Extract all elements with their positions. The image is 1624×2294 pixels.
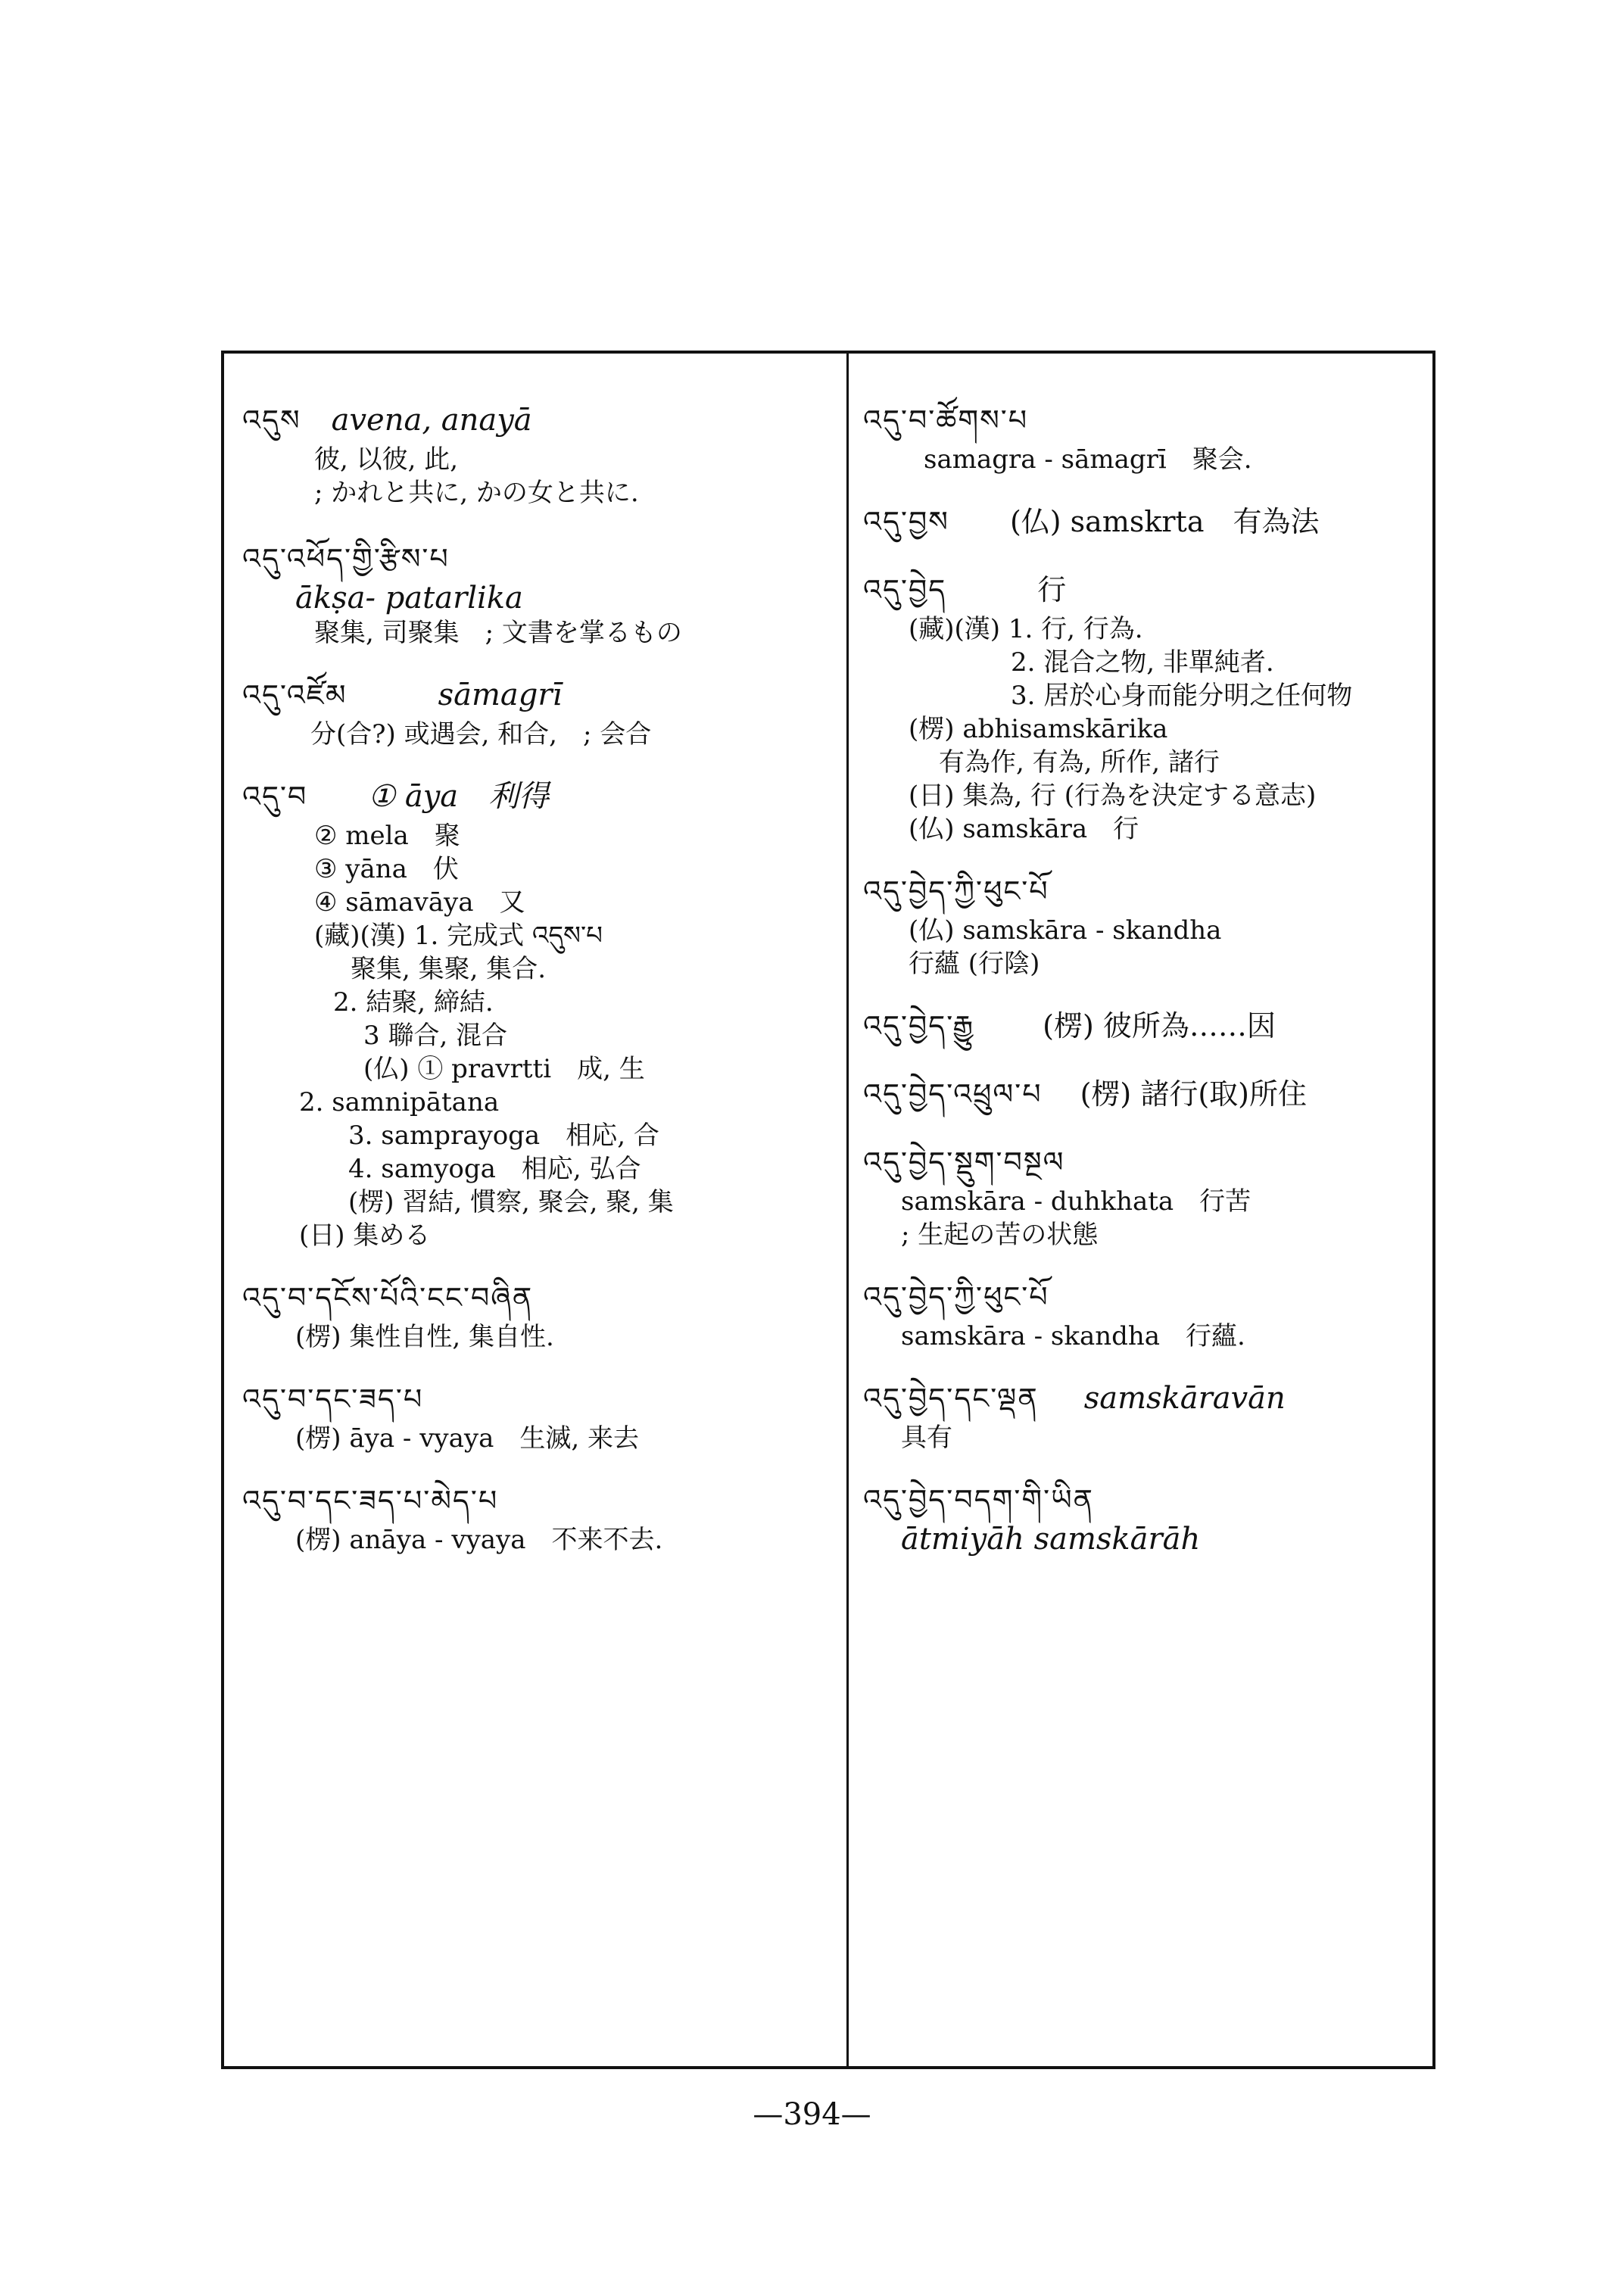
sanskrit-equivalent: sāmagrī xyxy=(438,678,563,712)
gloss-line: (楞) 習結, 慣察, 聚会, 聚, 集 xyxy=(348,1187,674,1217)
gloss-line: 聚集, 集聚, 集合. xyxy=(299,954,547,984)
gloss-line: samskāra - duhkhata 行苦 xyxy=(901,1186,1252,1217)
tibetan-headword: འདུ་བྱེད xyxy=(863,573,947,606)
tibetan-headword: འདུས xyxy=(242,404,301,437)
gloss-line: (日) 集める xyxy=(299,1220,431,1251)
tibetan-headword: འདུ་བྱས xyxy=(863,505,949,538)
entry xyxy=(863,397,1423,476)
entry xyxy=(863,1003,1423,1049)
gloss-line: (藏)(漢) 1. 行, 行為. xyxy=(909,614,1143,644)
sanskrit-equivalent: ① āya 利得 xyxy=(368,779,550,814)
gloss-line: (楞) 集性自性, 集自性. xyxy=(295,1322,554,1352)
tibetan-headword: འདུ་བྱེད་སྡུག་བསྔལ xyxy=(863,1145,1065,1179)
tibetan-headword: འདུ་བྱེད་འཕྲུལ་པ xyxy=(863,1077,1043,1111)
entry xyxy=(863,1376,1423,1454)
gloss-line: ④ sāmavāya 又 xyxy=(314,887,525,918)
entry xyxy=(242,1376,833,1455)
gloss-line: 具有 xyxy=(901,1423,952,1453)
gloss-line: (楞) abhisamskārika xyxy=(909,714,1168,744)
sanskrit-equivalent: (楞) 彼所為……因 xyxy=(1043,1009,1276,1043)
gloss-line: (楞) āya - vyaya 生滅, 来去 xyxy=(295,1423,639,1454)
gloss-line: (楞) anāya - vyaya 不来不去. xyxy=(295,1525,663,1555)
gloss-line: 3 聯合, 混合 xyxy=(363,1021,508,1051)
tibetan-headword: འདུ་བ་ཚོགས་པ xyxy=(863,404,1029,437)
entry xyxy=(863,1139,1423,1251)
gloss-line: ; かれと共に, かの女と共に. xyxy=(314,478,639,508)
gloss-line: samskāra - skandha 行蘊. xyxy=(901,1321,1245,1351)
tibetan-headword: འདུ་བྱེད་དང་ལྡན xyxy=(863,1382,1039,1415)
gloss-line: (藏)(漢) 1. 完成式 འདུས་པ xyxy=(314,921,603,951)
gloss-line: 分(合?) 或遇会, 和合, ; 会合 xyxy=(310,719,652,750)
sanskrit-equivalent: ākṣa- patarlika xyxy=(295,581,523,616)
sanskrit-equivalent: (楞) 諸行(取)所住 xyxy=(1080,1077,1307,1111)
tibetan-headword: འདུ་བ་དངོས་པོའི་ངང་བཞིན xyxy=(242,1281,534,1314)
entry xyxy=(242,1275,833,1354)
entry xyxy=(242,672,833,751)
tibetan-headword: འདུ་བ་དང་ཟད་པ་མེད་པ xyxy=(242,1484,499,1517)
gloss-line: (日) 集為, 行 (行為を決定する意志) xyxy=(909,781,1317,811)
gloss-line: 行蘊 (行陰) xyxy=(909,949,1040,979)
page-number: —394— xyxy=(753,2097,871,2132)
entry xyxy=(863,1477,1423,1557)
gloss-line: (仏) ① pravrtti 成, 生 xyxy=(363,1054,645,1084)
tibetan-headword: འདུ་བྱེད་ཀྱི་ཕུང་པོ xyxy=(863,1280,1049,1314)
gloss-line: 聚集, 司聚集 ; 文書を掌るもの xyxy=(314,618,682,648)
left-column xyxy=(242,356,833,2059)
entry xyxy=(242,774,833,1252)
entry xyxy=(863,499,1423,544)
tibetan-headword: འདུ་བྱེད་བདག་གི་ཡིན xyxy=(863,1483,1094,1516)
gloss-line: 4. samyoga 相応, 弘合 xyxy=(348,1154,641,1184)
tibetan-headword: འདུ་བ xyxy=(242,780,308,813)
gloss-line: samagra - sāmagrī 聚会. xyxy=(924,444,1252,475)
gloss-line: 彼, 以彼, 此, xyxy=(314,444,459,475)
entry xyxy=(863,1274,1423,1353)
gloss-line: (仏) samskāra - skandha xyxy=(909,915,1222,946)
gloss-line: ③ yāna 伏 xyxy=(314,854,459,884)
gloss-line: 3. samprayoga 相応, 合 xyxy=(348,1121,659,1151)
entry xyxy=(863,1071,1423,1117)
sanskrit-equivalent: samskāravān xyxy=(1083,1381,1286,1416)
gloss-line: 有為作, 有為, 所作, 諸行 xyxy=(939,747,1220,778)
gloss-line: 2. samnipātana xyxy=(299,1087,500,1117)
gloss-line: (仏) samskāra 行 xyxy=(909,814,1139,844)
entry xyxy=(242,536,833,650)
entry xyxy=(242,1478,833,1557)
entry xyxy=(863,868,1423,980)
entry xyxy=(242,397,833,510)
sanskrit-equivalent: ātmiyāh samskārāh xyxy=(901,1522,1201,1557)
tibetan-headword: འདུ་འཕོད་གྱི་རྩིས་པ xyxy=(242,542,450,575)
tibetan-headword: འདུ་འཛོམ xyxy=(242,678,348,712)
tibetan-headword: འདུ་བྱེད་ཀྱི་ཕུང་པོ xyxy=(863,874,1049,908)
right-column xyxy=(863,356,1423,2059)
gloss-line: 2. 結聚, 締結. xyxy=(333,987,494,1018)
sanskrit-equivalent: (仏) samskrta 有為法 xyxy=(1009,505,1320,538)
gloss-line: 2. 混合之物, 非單純者. xyxy=(1011,647,1274,678)
entry xyxy=(863,567,1423,846)
gloss-line: ; 生起の苦の状態 xyxy=(901,1220,1099,1250)
gloss-line: 3. 居於心身而能分明之任何物 xyxy=(1011,681,1353,711)
tibetan-headword: འདུ་བ་དང་ཟད་པ xyxy=(242,1382,424,1416)
sanskrit-equivalent: 行 xyxy=(1037,573,1067,606)
column-divider xyxy=(846,351,849,2069)
tibetan-headword: འདུ་བྱེད་རྒྱུ xyxy=(863,1009,975,1043)
gloss-line: ② mela 聚 xyxy=(314,821,460,851)
sanskrit-equivalent: avena, anayā xyxy=(331,403,532,438)
